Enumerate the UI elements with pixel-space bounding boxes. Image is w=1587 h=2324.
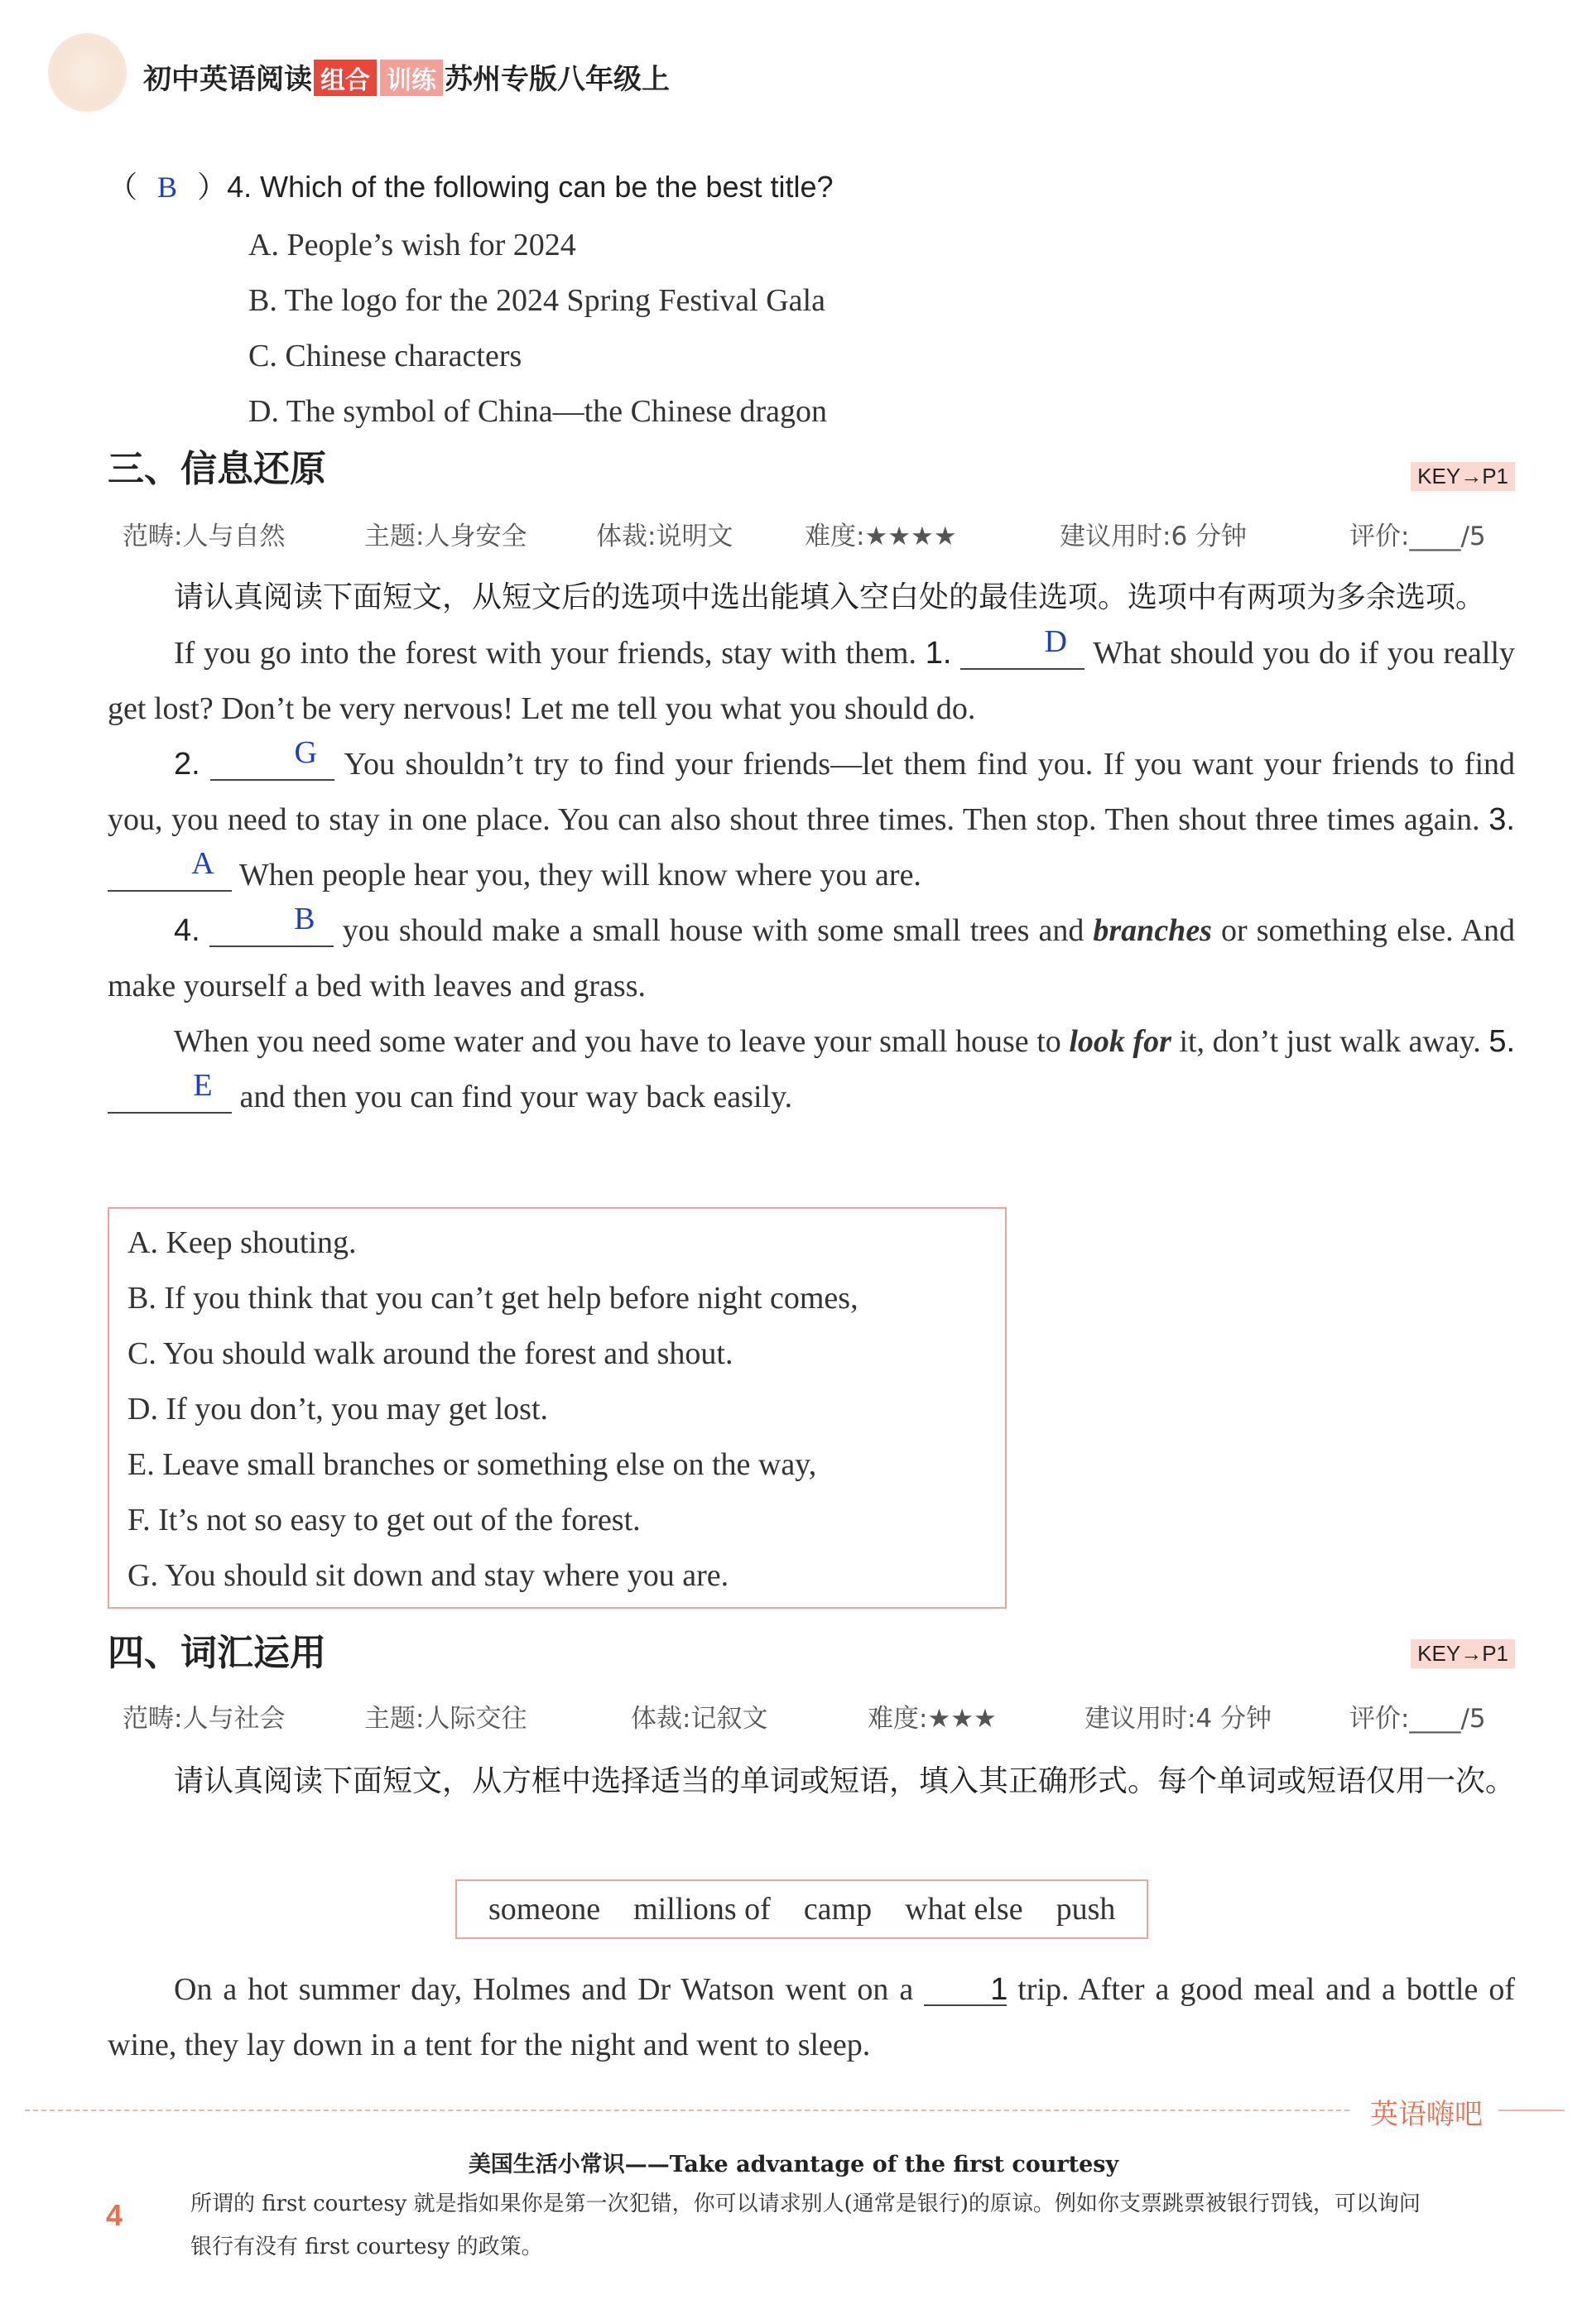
q4-option-b: B. The logo for the 2024 Spring Festival Gala — [248, 283, 825, 318]
meta-genre: 体裁:说明文 — [596, 522, 733, 551]
blank-3-answer: A — [191, 846, 214, 881]
section-3-instruction: 请认真阅读下面短文，从短文后的选项中选出能填入空白处的最佳选项。选项中有两项为多余选项。 — [174, 580, 1486, 614]
section-3-passage-p1: If you go into the forest with your friends, stay with them. 1. D What should you do if you really get lost? Don’t be very nervous! Let me tell you what you should do. — [108, 624, 1516, 726]
option-e: E. Leave small branches or something else on the way, — [127, 1447, 817, 1482]
section-3-heading: 三、信息还原 — [108, 448, 326, 490]
section-3-passage-p3: 4. B you should make a small house with some small trees and branches or something else. And make yourself a bed with leaves and grass. — [108, 902, 1516, 1003]
section-3 — [108, 439, 1515, 1125]
option-b: B. If you think that you can’t get help before night comes, — [127, 1281, 858, 1316]
blank-4-answer: B — [294, 902, 315, 936]
bold-word-branches: branches — [1093, 913, 1212, 948]
meta-time: 建议用时:6 分钟 — [1060, 522, 1248, 551]
title-part1: 初中英语阅读 — [143, 63, 312, 96]
option-d: D. If you don’t, you may get lost. — [127, 1392, 549, 1427]
section-4-key-badge: KEY→P1 — [1411, 1639, 1515, 1668]
section-4-meta — [108, 1697, 1515, 1734]
footer-divider — [25, 2110, 1349, 2111]
section-4-instruction: 请认真阅读下面短文，从方框中选择适当的单词或短语，填入其正确形式。每个单词或短语仅用一次。 — [174, 1764, 1516, 1798]
blank-3 — [108, 846, 232, 892]
title-part2: 苏州专版八年级上 — [445, 63, 670, 96]
word-bank-item: someone — [488, 1892, 601, 1927]
header-logo — [48, 33, 127, 112]
question-4-stem: （ B ）4. Which of the following can be the best title? — [108, 170, 834, 204]
bold-phrase-look-for: look for — [1069, 1024, 1171, 1059]
question-4-text: Which of the following can be the best title? — [260, 170, 834, 204]
footer-brand: 英语嗨吧 — [1370, 2098, 1483, 2131]
word-bank-box — [455, 1879, 1148, 1939]
meta-rating: 评价:____/5 — [1349, 1704, 1486, 1734]
blank-5 — [108, 1068, 232, 1114]
blank-2 — [210, 735, 334, 781]
blank-5-answer: E — [193, 1068, 213, 1103]
word-bank-item: camp — [803, 1892, 873, 1927]
word-bank-item: what else — [905, 1892, 1023, 1927]
section-4 — [108, 1623, 1515, 1810]
question-4-answer: B — [157, 171, 178, 204]
meta-time: 建议用时:4 分钟 — [1084, 1704, 1272, 1734]
section-3-key-badge: KEY→P1 — [1411, 462, 1515, 491]
section-4-blank-1: 1 — [924, 1975, 1007, 2006]
meta-rating: 评价:____/5 — [1349, 522, 1486, 551]
meta-difficulty: 难度:★★★★ — [805, 522, 957, 551]
footer-text: 所谓的 first courtesy 就是指如果你是第一次犯错，你可以请求别人(通常是银行)的原谅。例如你支票跳票被银行罚钱，可以询问银行有没有 first courtesy 的政策。 — [190, 2192, 1421, 2259]
section-3-passage-p4: When you need some water and you have to leave your small house to look for it, don’t just walk away. 5. E and then you can find your way back easily. — [108, 1014, 1515, 1125]
q4-option-d: D. The symbol of China—the Chinese dragon — [248, 394, 828, 429]
meta-theme: 主题:人身安全 — [364, 522, 527, 551]
tag-combo: 组合 — [314, 60, 377, 96]
question-4 — [108, 164, 1515, 440]
meta-scope: 范畴:人与社会 — [123, 1704, 286, 1734]
word-bank-item: push — [1056, 1892, 1116, 1927]
meta-difficulty: 难度:★★★ — [868, 1704, 997, 1734]
blank-2-answer: G — [294, 735, 317, 770]
option-c: C. You should walk around the forest and shout. — [127, 1336, 733, 1371]
meta-scope: 范畴:人与自然 — [123, 522, 286, 551]
option-f: F. It’s not so easy to get out of the forest. — [127, 1503, 641, 1537]
footer-title: 美国生活小常识——Take advantage of the first courtesy — [468, 2152, 1119, 2177]
meta-theme: 主题:人际交往 — [364, 1704, 527, 1734]
blank-1-answer: D — [1044, 624, 1067, 659]
section-4-passage: On a hot summer day, Holmes and Dr Watson went on a 1 trip. After a good meal and a bottle of wine, they lay down in a tent for the night and went to sleep. — [108, 1972, 1516, 2062]
section-3-meta — [108, 515, 1515, 551]
tag-training: 训练 — [380, 60, 443, 96]
option-a: A. Keep shouting. — [127, 1225, 357, 1260]
footer-divider-right — [1498, 2110, 1565, 2111]
book-title — [143, 56, 670, 97]
page-number: 4 — [106, 2198, 123, 2232]
word-bank-item: millions of — [633, 1892, 771, 1927]
q4-option-c: C. Chinese characters — [248, 339, 522, 373]
option-g: G. You should sit down and stay where you are. — [127, 1558, 729, 1593]
section-4-heading: 四、词汇运用 — [108, 1632, 326, 1674]
blank-1 — [960, 624, 1084, 670]
page-header — [48, 33, 1538, 116]
q4-option-a: A. People’s wish for 2024 — [248, 228, 576, 262]
section-3-options-box — [108, 1207, 1007, 1609]
blank-4 — [209, 902, 334, 947]
section-3-passage-p2: 2. G You shouldn’t try to find your friends—let them find you. If you want your friends to find you, you need to stay in one place. You can also shout three times. Then stop. Then shout three times again. 3. A When people hear you, they will know where you are. — [108, 735, 1515, 893]
meta-genre: 体裁:记叙文 — [631, 1704, 768, 1734]
